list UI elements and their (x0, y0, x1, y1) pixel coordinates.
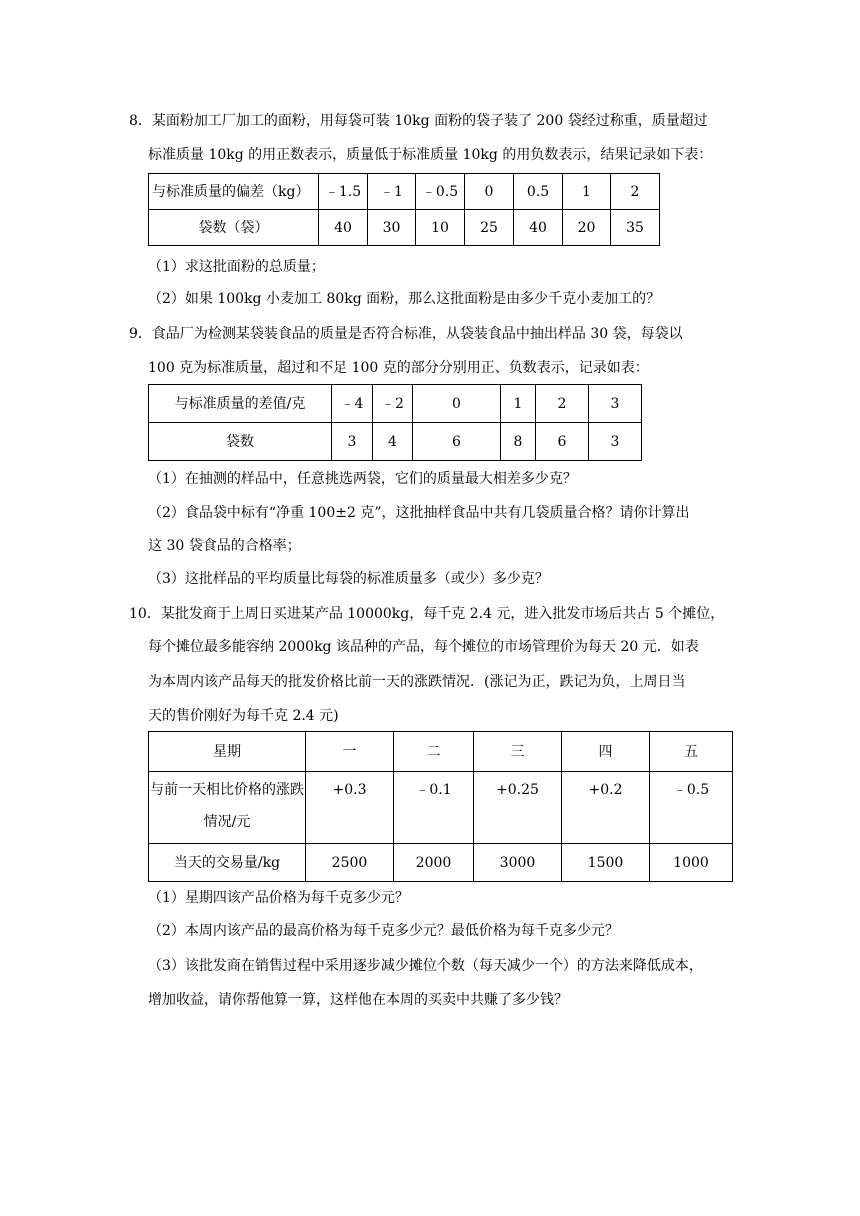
q10-stem-line2: 每个摊位最多能容纳 2000kg 该品种的产品，每个摊位的市场管理价为每天 20 元．如表 (148, 639, 699, 655)
q9-cell: 6 (413, 423, 501, 461)
q8-cell: 10 (416, 210, 465, 246)
q8-stem-line2: 标准质量 10kg 的用正数表示，质量低于标准质量 10kg 的用负数表示，结果记录如下表： (148, 147, 713, 163)
q8-cell: ﹣1 (368, 174, 416, 210)
q10-table (148, 731, 733, 882)
q9-sub3: （3）这批样品的平均质量比每袋的标准质量多（或少）多少克？ (148, 571, 549, 587)
q8-cell: 35 (611, 210, 660, 246)
q9-cell: 8 (501, 423, 536, 461)
q10-header-cell: 一 (306, 732, 394, 772)
q8-cell: ﹣1.5 (319, 174, 368, 210)
q9-row2-header: 袋数 (149, 423, 332, 461)
q8-cell: 25 (465, 210, 514, 246)
q10-header-cell: 五 (650, 732, 733, 772)
q10-header-cell: 二 (394, 732, 474, 772)
q10-header-cell: 三 (474, 732, 562, 772)
q10-cell: 2500 (306, 844, 394, 882)
q9-row1-header: 与标准质量的差值/克 (149, 385, 332, 423)
q10-stem-line3: 为本周内该产品每天的批发价格比前一天的涨跌情况．(涨记为正，跌记为负，上周日当 (148, 674, 686, 690)
q8-sub2: （2）如果 100kg 小麦加工 80kg 面粉，那么这批面粉是由多少千克小麦加工的？ (148, 291, 661, 307)
q8-cell: 20 (563, 210, 611, 246)
q9-cell: 1 (501, 385, 536, 423)
q10-sub3-line1: （3）该批发商在销售过程中采用逐步减少摊位个数（每天减少一个）的方法来降低成本， (148, 958, 703, 974)
q8-row1-header: 与标准质量的偏差（kg） (149, 174, 319, 210)
q9-cell: 3 (589, 423, 642, 461)
q9-cell: 3 (332, 423, 373, 461)
q8-cell: ﹣0.5 (416, 174, 465, 210)
q10-cell: 1500 (562, 844, 650, 882)
q8-cell: 0 (465, 174, 514, 210)
q10-header-cell: 星期 (149, 732, 306, 772)
q8-table (148, 173, 660, 246)
q8-cell: 1 (563, 174, 611, 210)
q10-sub3-line2: 增加收益，请你帮他算一算，这样他在本周的买卖中共赚了多少钱？ (148, 992, 568, 1008)
q9-table (148, 384, 642, 461)
q8-cell: 40 (319, 210, 368, 246)
q8-row2-header: 袋数（袋） (149, 210, 319, 246)
q9-cell: 3 (589, 385, 642, 423)
q8-cell: 0.5 (514, 174, 563, 210)
q9-cell: 6 (536, 423, 589, 461)
q10-sub1: （1）星期四该产品价格为每千克多少元？ (148, 890, 409, 906)
q10-cell: ﹣0.5 (650, 772, 733, 844)
q10-stem-line4: 天的售价刚好为每千克 2.4 元) (148, 708, 339, 724)
q8-cell: 40 (514, 210, 563, 246)
q10-cell: 1000 (650, 844, 733, 882)
q9-cell: ﹣4 (332, 385, 373, 423)
q10-sub2: （2）本周内该产品的最高价格为每千克多少元？最低价格为每千克多少元？ (148, 923, 619, 939)
q10-cell: 3000 (474, 844, 562, 882)
q10-header-cell: 四 (562, 732, 650, 772)
q9-cell: ﹣2 (373, 385, 413, 423)
q10-cell: +0.25 (474, 772, 562, 844)
q9-sub2-line2: 这 30 袋食品的合格率； (148, 538, 301, 554)
q10-cell: +0.2 (562, 772, 650, 844)
q9-sub1: （1）在抽测的样品中，任意挑选两袋，它们的质量最大相差多少克？ (148, 471, 577, 487)
q9-cell: 2 (536, 385, 589, 423)
q10-row1-header: 与前一天相比价格的涨跌情况/元 (149, 772, 306, 844)
q9-cell: 4 (373, 423, 413, 461)
q10-cell: 2000 (394, 844, 474, 882)
q10-stem-line1: 10．某批发商于上周日买进某产品 10000kg，每千克 2.4 元，进入批发市场后共占 5 个摊位， (129, 606, 725, 622)
q10-row2-header: 当天的交易量/kg (149, 844, 306, 882)
q8-stem-line1: 8．某面粉加工厂加工的面粉，用每袋可装 10kg 面粉的袋子装了 200 袋经过称重，质量超过 (129, 113, 708, 129)
q8-cell: 2 (611, 174, 660, 210)
q9-stem-line1: 9．食品厂为检测某袋装食品的质量是否符合标准，从袋装食品中抽出样品 30 袋，每袋以 (129, 326, 683, 342)
q8-cell: 30 (368, 210, 416, 246)
q10-cell: +0.3 (306, 772, 394, 844)
q9-stem-line2: 100 克为标准质量，超过和不足 100 克的部分分别用正、负数表示，记录如表： (148, 360, 649, 376)
q10-cell: ﹣0.1 (394, 772, 474, 844)
q8-sub1: （1）求这批面粉的总质量； (148, 259, 325, 275)
q9-cell: 0 (413, 385, 501, 423)
q9-sub2-line1: （2）食品袋中标有“净重 100±2 克”，这批抽样食品中共有几袋质量合格？请你计算出 (148, 505, 690, 521)
